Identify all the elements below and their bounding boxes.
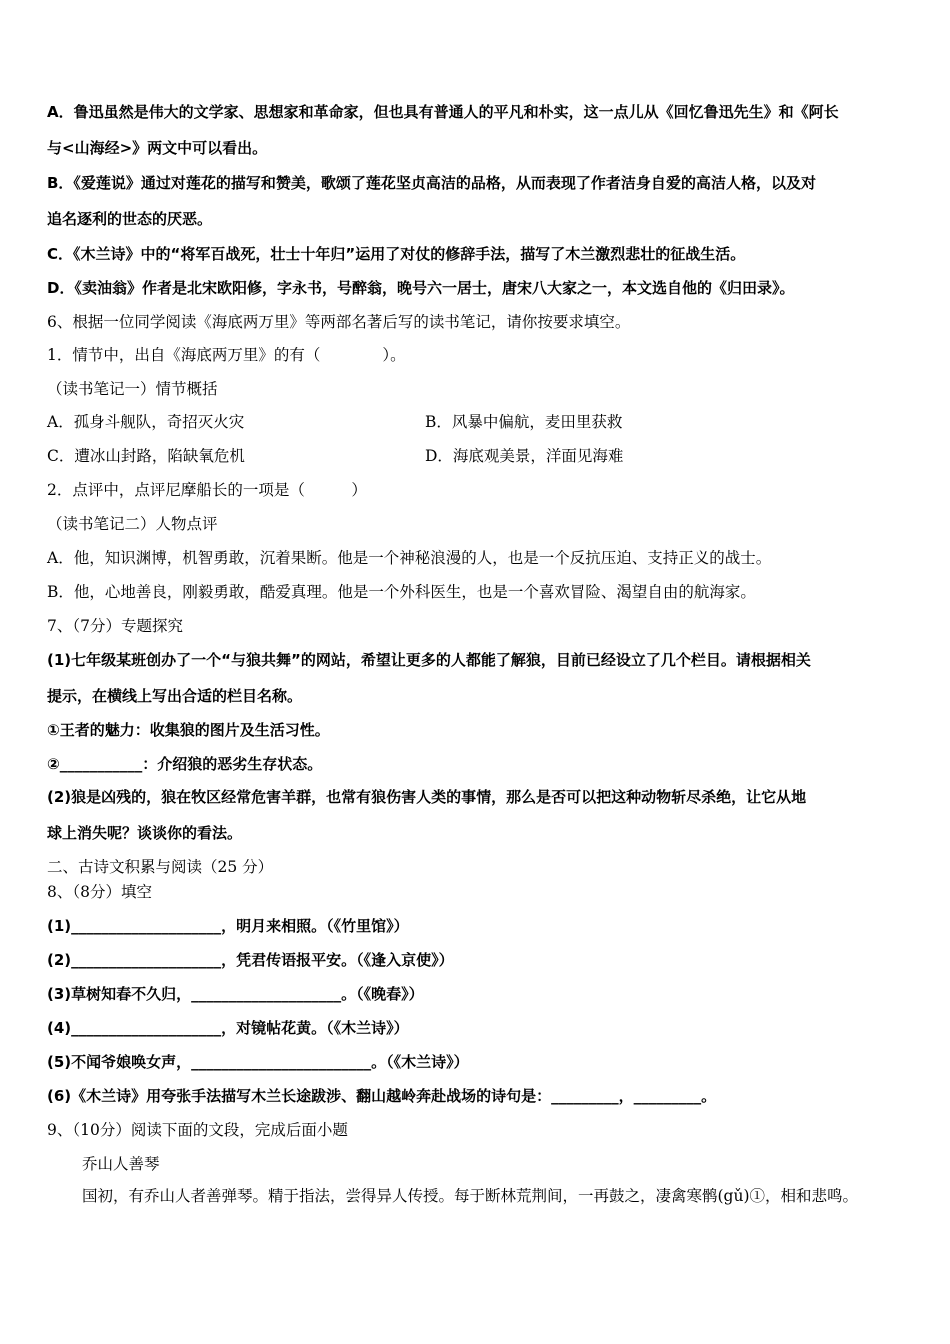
q6-option-b: B．风暴中偏航，麦田里获救	[425, 413, 623, 431]
q5-option-b-line1: B．《爱莲说》通过对莲花的描写和赞美，歌颂了莲花坚贞高洁的品格，从而表现了作者洁身自爱的高洁人格，以及对	[47, 174, 816, 192]
q5-option-a-line1: A．鲁迅虽然是伟大的文学家、思想家和革命家，但也具有普通人的平凡和朴实，这一点儿从《回忆鲁迅先生》和《阿长	[47, 103, 839, 121]
q6-options-row-1	[47, 412, 910, 432]
section-2-heading: 二、古诗文积累与阅读（25 分）	[47, 858, 274, 876]
q8-fill-6: (6)《木兰诗》用夸张手法描写木兰长途跋涉、翻山越岭奔赴战场的诗句是：_________，_________。	[47, 1087, 717, 1105]
q6-stem: 6、根据一位同学阅读《海底两万里》等两部名著后写的读书笔记，请你按要求填空。	[47, 313, 631, 331]
q6-option-d: D．海底观美景，洋面见海难	[425, 447, 624, 465]
q7-part2-line2: 球上消失呢？谈谈你的看法。	[47, 824, 243, 842]
q8-title: 8、（8分）填空	[47, 883, 152, 901]
q9-passage-text: 国初，有乔山人者善弹琴。精于指法，尝得异人传授。每于断林荒荆间，一再鼓之，凄禽寒鹘(gǔ)①，相和悲鸣。	[82, 1187, 859, 1205]
q5-option-c: C．《木兰诗》中的“将军百战死，壮士十年归”运用了对仗的修辞手法，描写了木兰激烈悲壮的征战生活。	[47, 245, 746, 263]
q5-option-b-line2: 追名逐利的世态的厌恶。	[47, 210, 213, 228]
q6-subquestion-1: 1．情节中，出自《海底两万里》的有（ ）。	[47, 346, 406, 364]
q8-fill-1: (1)____________________，明月来相照。（《竹里馆》）	[47, 917, 409, 935]
q7-part1-line2: 提示，在横线上写出合适的栏目名称。	[47, 687, 303, 705]
q6-option-a: A．孤身斗舰队，奇招灭火灾	[47, 413, 245, 431]
q6-review-a: A．他，知识渊博，机智勇敢，沉着果断。他是一个神秘浪漫的人，也是一个反抗压迫、支持正义的战士。	[47, 549, 772, 567]
q6-note-2: （读书笔记二）人物点评	[47, 515, 218, 533]
q8-fill-4: (4)____________________，对镜帖花黄。（《木兰诗》）	[47, 1019, 409, 1037]
q7-item-2: ②___________：介绍狼的恶劣生存状态。	[47, 755, 323, 773]
q6-review-b: B．他，心地善良，刚毅勇敢，酷爱真理。他是一个外科医生，也是一个喜欢冒险、渴望自由的航海家。	[47, 583, 756, 601]
q6-subquestion-2: 2．点评中，点评尼摩船长的一项是（ ）	[47, 481, 367, 499]
q6-note-1: （读书笔记一）情节概括	[47, 380, 218, 398]
q8-fill-3: (3)草树知春不久归，____________________。（《晚春》）	[47, 985, 424, 1003]
q6-option-c: C．遭冰山封路，陷缺氧危机	[47, 447, 245, 465]
q7-part2-line1: (2)狼是凶残的，狼在牧区经常危害羊群，也常有狼伤害人类的事情，那么是否可以把这种动物斩尽杀绝，让它从地	[47, 788, 807, 806]
q6-options-row-2	[47, 446, 910, 466]
q9-title: 9、（10分）阅读下面的文段，完成后面小题	[47, 1121, 348, 1139]
q7-part1-line1: (1)七年级某班创办了一个“与狼共舞”的网站，希望让更多的人都能了解狼，目前已经设立了几个栏目。请根据相关	[47, 651, 811, 669]
q5-option-d: D．《卖油翁》作者是北宋欧阳修，字永书，号醉翁，晚号六一居士，唐宋八大家之一，本文选自他的《归田录》。	[47, 279, 795, 297]
q7-item-1: ①王者的魅力：收集狼的图片及生活习性。	[47, 721, 330, 739]
q8-fill-5: (5)不闻爷娘唤女声，________________________。（《木兰诗》）	[47, 1053, 469, 1071]
q9-passage-title: 乔山人善琴	[82, 1155, 160, 1173]
q7-title: 7、（7分）专题探究	[47, 617, 183, 635]
q8-fill-2: (2)____________________，凭君传语报平安。（《逢入京使》）	[47, 951, 454, 969]
q5-option-a-line2: 与<山海经>》两文中可以看出。	[47, 139, 268, 157]
